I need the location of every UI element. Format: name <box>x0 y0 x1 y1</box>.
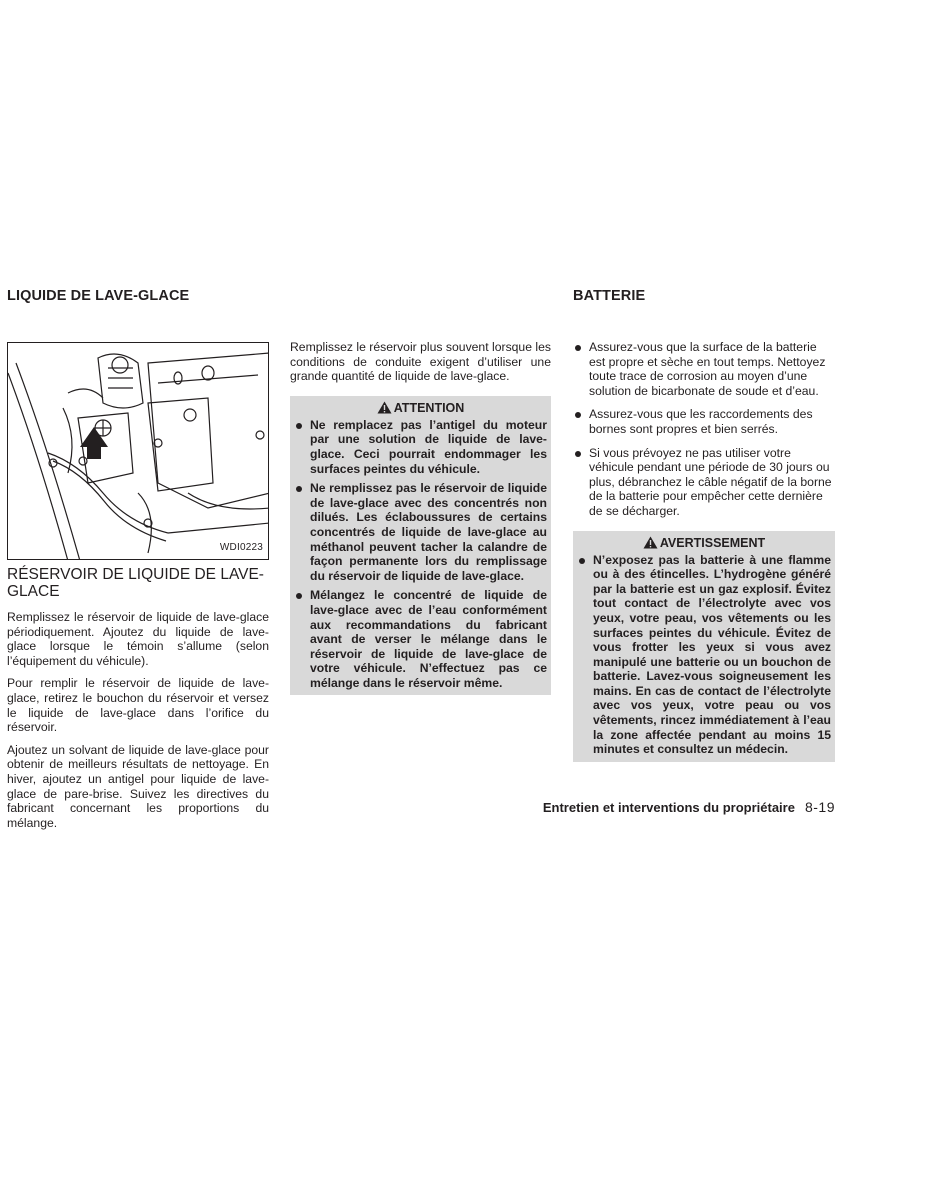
caution-item: Ne remplissez pas le réservoir de liquide de lave-glace avec des concentrés non dilués. Les éclaboussures de certains concentrés de liquide de lave-glace au méthanol peuvent tacher la calandre de façon permanente lors du remplissage du réservoir de liquide de lave-glace. <box>294 481 547 583</box>
page-number: 8-19 <box>804 799 835 815</box>
warning-box <box>573 531 835 762</box>
bullet-icon <box>296 593 302 599</box>
bullet-icon <box>575 451 581 457</box>
engine-bay-drawing <box>8 343 269 560</box>
warning-triangle-icon <box>377 401 392 414</box>
section-heading-battery: BATTERIE <box>573 288 646 304</box>
page-footer <box>543 799 835 815</box>
warning-title <box>577 535 831 551</box>
paragraph-intro: Remplissez le réservoir plus souvent lorsque les conditions de conduite exigent d’utiliser une grande quantité de liquide de lave-glace. <box>290 340 551 384</box>
subheading-reservoir: RÉSERVOIR DE LIQUIDE DE LAVE-GLACE <box>7 566 264 600</box>
column-middle <box>290 340 551 695</box>
caution-title <box>294 400 547 416</box>
bullet-icon <box>296 486 302 492</box>
battery-item: Assurez-vous que les raccordements des bornes sont propres et bien serrés. <box>573 407 835 436</box>
battery-item: Si vous prévoyez ne pas utiliser votre véhicule pendant une période de 30 jours ou plus, débranchez le câble négatif de la borne de la batterie pour empêcher cette dernière de se décharger. <box>573 446 835 519</box>
paragraph: Ajoutez un solvant de liquide de lave-glace pour obtenir de meilleurs résultats de nettoyage. En hiver, ajoutez un antigel pour liquide de lave-glace de pare-brise. Suivez les directives du fabricant concernant les proportions du mélange. <box>7 742 269 830</box>
paragraph: Remplissez le réservoir de liquide de lave-glace périodiquement. Ajoutez du liquide de lave-glace lorsque le témoin s’allume (selon l’équipement du véhicule). <box>7 610 269 668</box>
section-heading-washer-fluid: LIQUIDE DE LAVE-GLACE <box>7 288 190 304</box>
engine-bay-illustration <box>7 342 269 560</box>
caution-item: Mélangez le concentré de liquide de lave-glace avec de l’eau conformément aux recommandations du fabricant avant de verser le mélange dans le réservoir de liquide de lave-glace de votre véhicule. N’effectuez pas ce mélange dans le réservoir même. <box>294 588 547 690</box>
bullet-icon <box>575 412 581 418</box>
paragraph: Pour remplir le réservoir de liquide de lave-glace, retirez le bouchon du réservoir et versez le liquide de lave-glace dans l’orifice du réservoir. <box>7 676 269 735</box>
bullet-icon <box>579 558 585 564</box>
footer-title: Entretien et interventions du propriétaire <box>542 800 795 815</box>
caution-item: Ne remplacez pas l’antigel du moteur par une solution de liquide de lave-glace. Ceci pourrait endommager les surfaces peintes du véhicule. <box>294 418 547 476</box>
arrow-icon <box>80 427 108 459</box>
caution-title-text: ATTENTION <box>393 400 465 415</box>
figure-label: WDI0223 <box>219 541 264 556</box>
column-left <box>7 342 269 838</box>
bullet-icon <box>296 423 302 429</box>
column-right <box>573 340 835 762</box>
battery-item: Assurez-vous que la surface de la batterie est propre et sèche en tout temps. Nettoyez toute trace de corrosion au moyen d’une solution de bicarbonate de soude et d’eau. <box>573 340 835 398</box>
warning-triangle-icon <box>643 536 658 549</box>
bullet-icon <box>575 345 581 351</box>
warning-item: N’exposez pas la batterie à une flamme ou à des étincelles. L’hydrogène généré par la batterie est un gaz explosif. Évitez tout contact de l’électrolyte avec vos yeux, votre peau, vos vêtements ou les surfaces peintes du véhicule. Évitez de vous frotter les yeux si vous avez manipulé une batterie ou un bouchon de batterie. Lavez-vous soigneusement les mains. En cas de contact de l’électrolyte avec vos yeux, votre peau ou vos vêtements, rincez immédiatement à l’eau la zone affectée pendant au moins 15 minutes et consultez un médecin. <box>577 553 831 757</box>
warning-title-text: AVERTISSEMENT <box>659 535 766 550</box>
caution-box <box>290 396 551 696</box>
